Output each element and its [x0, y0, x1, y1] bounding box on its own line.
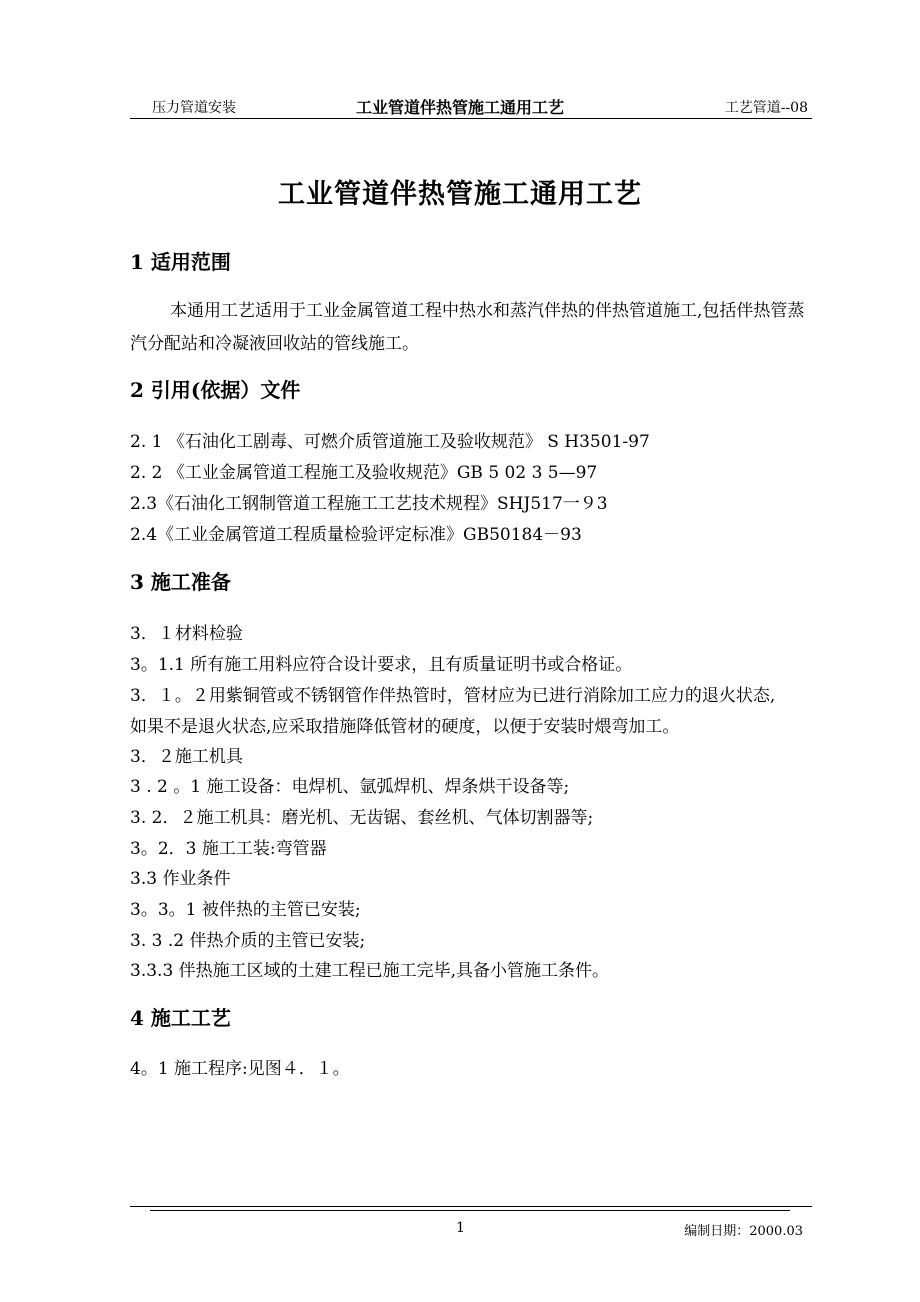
reference-item: 2. 2 《工业金属管道工程施工及验收规范》GB 5 02 3 5—97	[130, 463, 598, 483]
footer-divider	[130, 1206, 812, 1207]
footer-divider-inner	[150, 1210, 790, 1211]
section-4-line: 4。1 施工程序:见图４．１。	[130, 1059, 350, 1079]
section-3-line: 3．２施工机具	[130, 747, 243, 767]
reference-item: 2.4《工业金属管道工程质量检验评定标准》GB50184－93	[130, 525, 582, 545]
section-3-line: 3 . 2 。1 施工设备：电焊机、氩弧焊机、焊条烘干设备等;	[130, 777, 570, 797]
section-3-line: 3. 3 .2 伴热介质的主管已安装;	[130, 931, 366, 951]
section-3-line: 3．１。２用紫铜管或不锈钢管作伴热管时，管材应为已进行消除加工应力的退火状态,	[130, 686, 776, 706]
section-3-line: 3.3.3 伴热施工区域的土建工程已施工完毕,具备小管施工条件。	[130, 961, 610, 981]
section-3-line: 3。1.1 所有施工用料应符合设计要求，且有质量证明书或合格证。	[130, 655, 633, 675]
footer-date: 编制日期：2000.03	[684, 1224, 803, 1239]
header-right-code: 工艺管道--08	[724, 100, 808, 116]
document-title: 工业管道伴热管施工通用工艺	[278, 179, 642, 210]
section-3-line: 3。2．3 施工工装:弯管器	[130, 839, 327, 859]
section-3-line: 3。3。1 被伴热的主管已安装;	[130, 900, 361, 920]
header-divider	[130, 118, 812, 119]
section-4-heading: 4 施工工艺	[130, 1006, 231, 1030]
section-3-line: 3．１材料检验	[130, 624, 243, 644]
section-3-heading: 3 施工准备	[130, 570, 231, 594]
section-1-heading: 1 适用范围	[130, 250, 231, 274]
header-center-title: 工业管道伴热管施工通用工艺	[355, 98, 564, 117]
reference-item: 2.3《石油化工钢制管道工程施工工艺技术规程》SHJ517一９3	[130, 494, 608, 514]
section-3-line: 3. 2．２施工机具：磨光机、无齿锯、套丝机、气体切割器等;	[130, 808, 594, 828]
page-number: 1	[456, 1220, 465, 1236]
section-1-paragraph: 本通用工艺适用于工业金属管道工程中热水和蒸汽伴热的伴热管道施工,包括伴热管蒸汽分配站和冷凝液回收站的管线施工。	[130, 301, 805, 354]
reference-item: 2. 1 《石油化工剧毒、可燃介质管道施工及验收规范》 S H3501-97	[130, 432, 650, 452]
section-3-line: 3.3 作业条件	[130, 869, 231, 889]
section-3-line: 如果不是退火状态,应采取措施降低管材的硬度，以便于安装时煨弯加工。	[130, 717, 680, 737]
section-2-heading: 2 引用(依据）文件	[130, 378, 301, 402]
header-left-text: 压力管道安装	[152, 100, 236, 116]
